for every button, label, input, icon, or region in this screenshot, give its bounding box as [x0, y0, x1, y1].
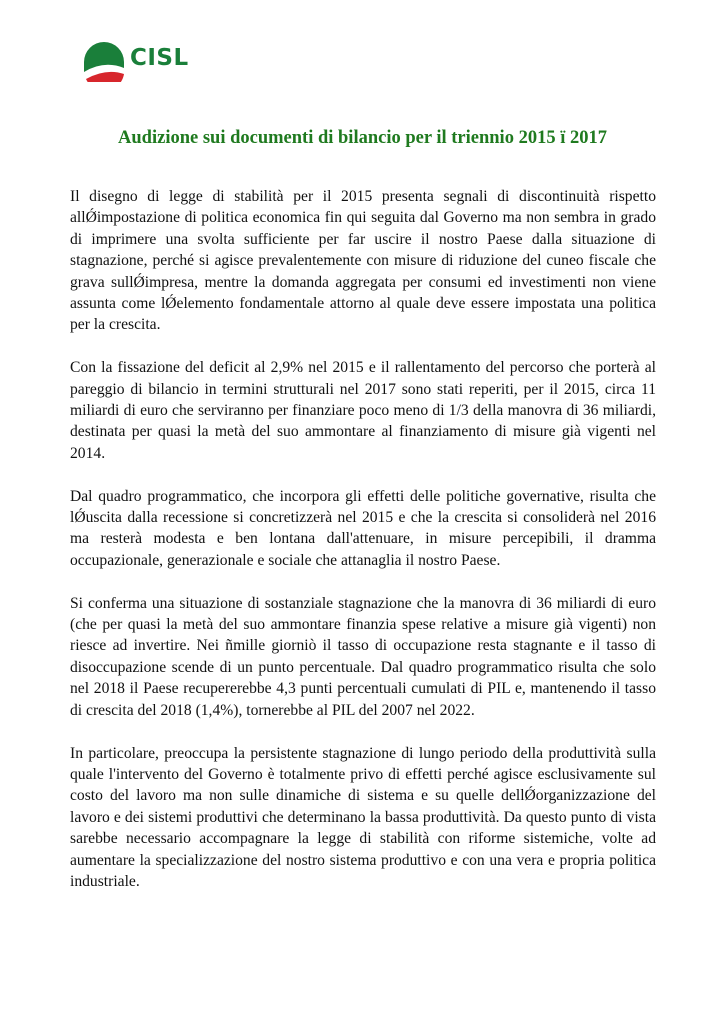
- cisl-logo-mark-icon: [82, 38, 126, 82]
- paragraph: In particolare, preoccupa la persistente stagnazione di lungo periodo della produttività sulla quale l'intervento del Governo è totalmente privo di effetti perché agisce esclusivamente sul costo del lavoro ma non sulle dinamiche di sistema e su quelle dellǾorganizzazione del lavoro e dei sistemi produttivi che determinano la bassa produttività. Da questo punto di vista sarebbe necessario accompagnare la legge di stabilità con riforme sistemiche, volte ad aumentare la specializzazione del nostro sistema produttivo e con una vera e propria politica industriale.: [70, 744, 656, 890]
- paragraph: Si conferma una situazione di sostanziale stagnazione che la manovra di 36 miliardi di euro (che per quasi la metà del suo ammontare finanzia spese relative a misure già vigenti) non riesce ad invertire. Nei ñmille giorniò il tasso di occupazione resta stagnante e il tasso di disoccupazione scende di un punto percentuale. Dal quadro programmatico risulta che solo nel 2018 il Paese recupererebbe 4,3 punti percentuali cumulati di PIL e, mantenendo il tasso di crescita del 2018 (1,4%), tornerebbe al PIL del 2007 nel 2022.: [70, 594, 656, 719]
- document-title: Audizione sui documenti di bilancio per il triennio 2015 ï 2017: [118, 128, 607, 148]
- paragraph: Con la fissazione del deficit al 2,9% nel 2015 e il rallentamento del percorso che porterà al pareggio di bilancio in termini strutturali nel 2017 sono stati reperiti, per il 2015, circa 11 miliardi di euro che serviranno per finanziare poco meno di 1/3 della manovra di 36 miliardi, destinata per quasi la metà del suo ammontare al finanziamento di misure già vigenti nel 2014.: [70, 359, 656, 462]
- cisl-logo-text: CISL: [130, 45, 189, 71]
- cisl-logo: [82, 36, 222, 86]
- document-body: [70, 186, 656, 914]
- paragraph: Il disegno di legge di stabilità per il 2015 presenta segnali di discontinuità rispetto allǾimpostazione di politica economica fin qui seguita dal Governo ma non sembra in grado di imprimere una svolta sufficiente per far uscire il nostro Paese dalla situazione di stagnazione, perché si agisce prevalentemente con misure di riduzione del cuneo fiscale che grava sullǾimpresa, mentre la domanda aggregata per consumi ed investimenti non viene assunta come lǾelemento fondamentale attorno al quale deve essere impostata una politica per la crescita.: [70, 188, 656, 334]
- paragraph: Dal quadro programmatico, che incorpora gli effetti delle politiche governative, risulta che lǾuscita dalla recessione si concretizzerà nel 2015 e che la crescita si consoliderà nel 2016 ma resterà modesta e ben lontana dall'attenuare, in misure percepibili, il dramma occupazionale, generazionale e sociale che attanaglia il nostro Paese.: [70, 487, 656, 569]
